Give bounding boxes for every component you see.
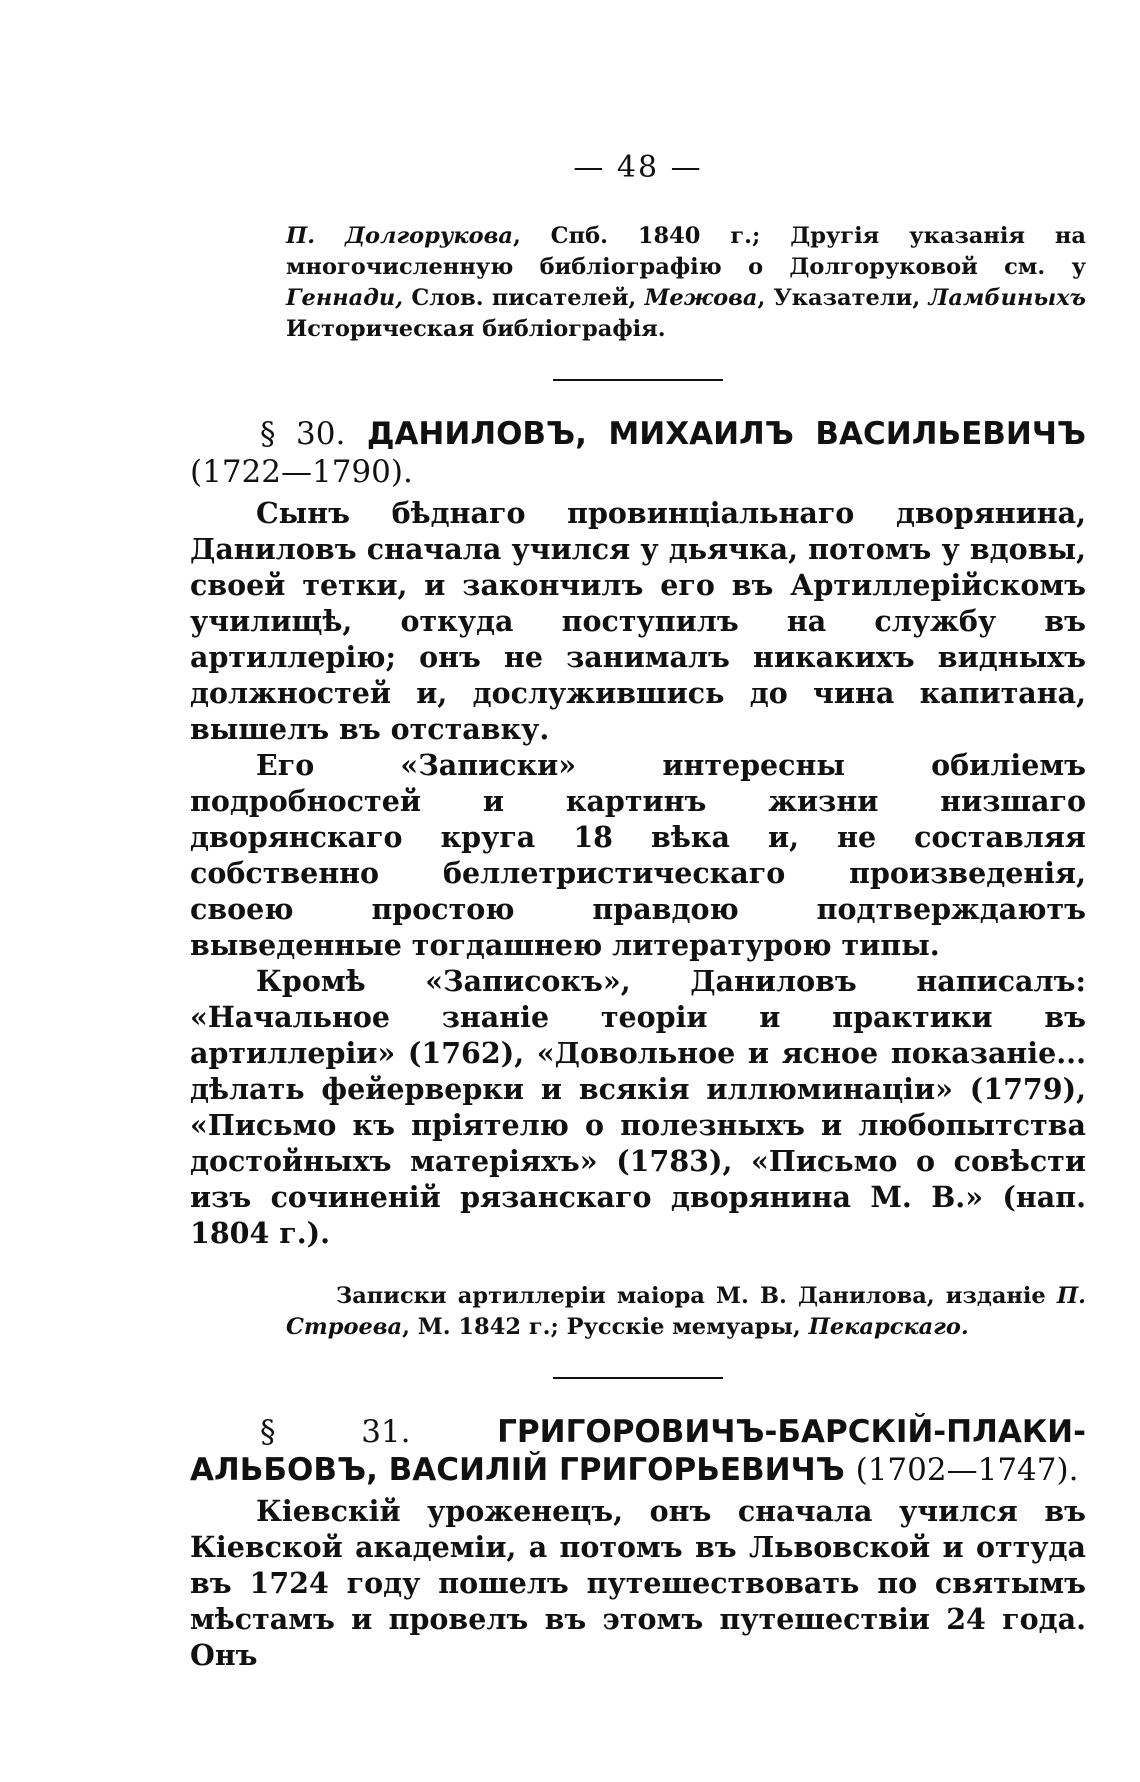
section-title: ГРИГОРОВИЧЪ-БАРСКІЙ-ПЛАКИ-АЛЬБОВЪ, ВАСИЛІЙ ГРИГОРЬЕВИЧЪ	[190, 1414, 1086, 1488]
section-dates: (1702—1747).	[855, 1452, 1079, 1488]
paragraph: Кіевскій уроженецъ, онъ сначала учился въ Кіевской академіи, а потомъ въ Львовской и оттуда въ 1724 году пошелъ путешествовать по святымъ мѣстамъ и провелъ въ этомъ путешествіи 24 года. Онъ	[190, 1494, 1086, 1672]
note-author: П. Долгорукова	[286, 223, 513, 249]
book-page	[190, 150, 1086, 1673]
section-divider	[553, 1377, 723, 1379]
section-divider	[553, 379, 723, 381]
section-dates: (1722—1790).	[190, 454, 413, 490]
bibliography-note	[190, 221, 1086, 345]
section-heading	[190, 1413, 1086, 1489]
note-text: , Указатели,	[757, 285, 929, 311]
note-author: Геннади,	[286, 285, 404, 311]
section-number: § 30.	[260, 416, 346, 452]
paragraph: Кромѣ «Записокъ», Даниловъ написалъ: «Начальное знаніе теоріи и практики въ артиллеріи» (1762), «Довольное и ясное показаніе... дѣлать фейерверки и всякія иллюминаціи» (1779), «Письмо къ пріятелю о полезныхъ и любопытства достойныхъ матеріяхъ» (1783), «Письмо о совѣсти изъ сочиненій рязанскаго дворянина М. В.» (нап. 1804 г.).	[190, 964, 1086, 1250]
note-text: Историческая библіографія.	[286, 316, 666, 342]
paragraph: Его «Записки» интересны обиліемъ подробностей и картинъ жизни низшаго дворянскаго круга 18 вѣка и, не составляя собственно беллетристическаго произведенія, своею простою правдою подтверждаютъ выведенные тогдашнею литературою типы.	[190, 748, 1086, 962]
source-author: П. Строева	[286, 1283, 1086, 1340]
note-text: , Спб. 1840 г.; Другія указанія на многочисленную библіографію о Долгоруковой см. у	[286, 223, 1086, 280]
source-text: Записки артиллеріи маіора М. В. Данилова, изданіе	[336, 1283, 1057, 1309]
source-author: Пекарскаго.	[808, 1314, 969, 1340]
section-heading	[190, 415, 1086, 491]
page-number: — 48 —	[573, 150, 703, 185]
note-author: Ламбиныхъ	[928, 285, 1087, 311]
section-number: § 31.	[260, 1414, 411, 1450]
paragraph: Сынъ бѣднаго провинціальнаго дворянина, Даниловъ сначала учился у дьячка, потомъ у вдовы, своей тетки, и закончилъ его въ Артиллерійскомъ училищѣ, откуда поступилъ на службу въ артиллерію; онъ не занималъ никакихъ видныхъ должностей и, дослужившись до чина капитана, вышелъ въ отставку.	[190, 496, 1086, 746]
section-title: ДАНИЛОВЪ, МИХАИЛЪ ВАСИЛЬЕВИЧЪ	[366, 416, 1087, 452]
source-note	[190, 1281, 1086, 1343]
note-text: Слов. писателей,	[403, 285, 645, 311]
note-author: Межова	[644, 285, 758, 311]
source-text: , М. 1842 г.; Русскіе мемуары,	[402, 1314, 809, 1340]
